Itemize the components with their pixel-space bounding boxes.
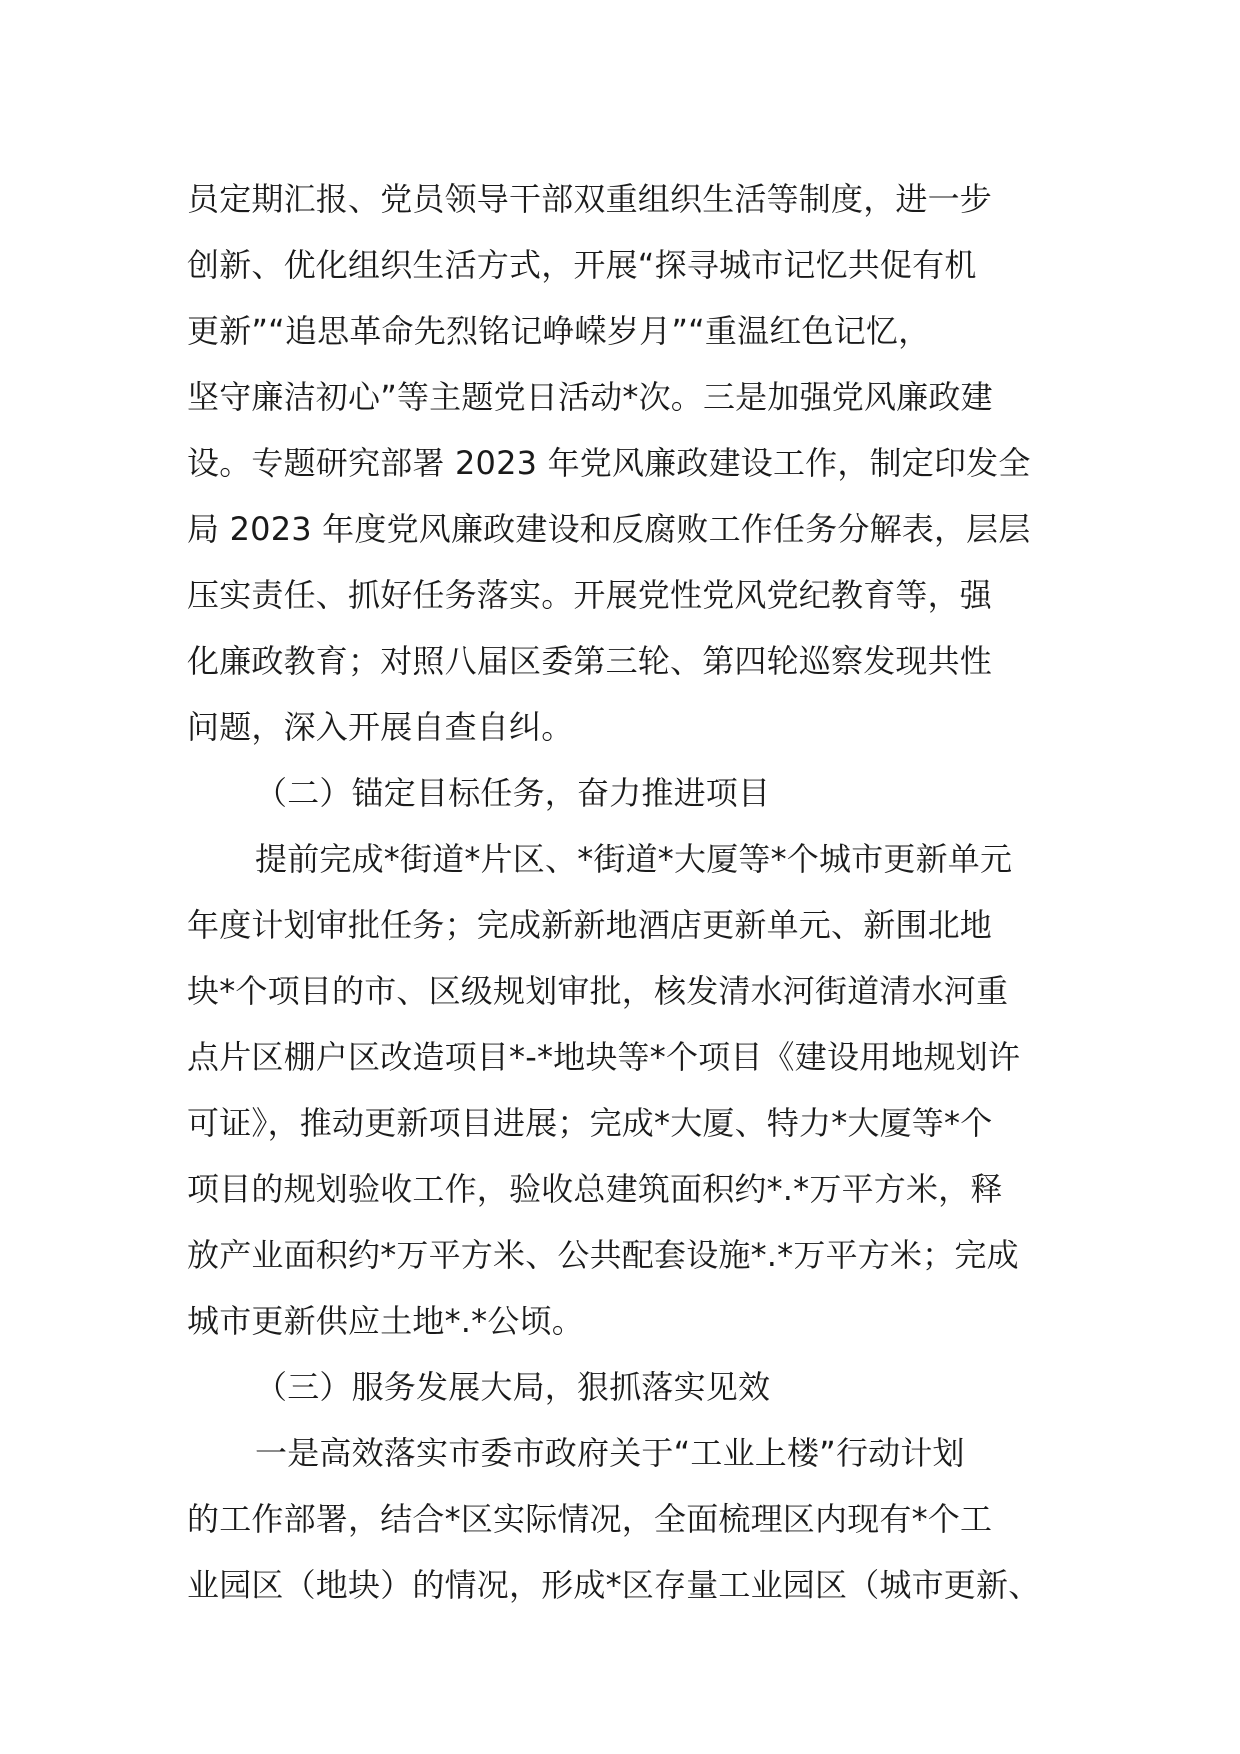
text-line: 项目的规划验收工作，验收总建筑面积约*.*万平方米，释: [187, 1170, 1003, 1208]
text-line: 业园区（地块）的情况，形成*区存量工业园区（城市更新、: [187, 1566, 1041, 1604]
text-line: 放产业面积约*万平方米、公共配套设施*.*万平方米；完成: [187, 1236, 1019, 1274]
section-heading: （二）锚定目标任务，奋力推进项目: [255, 774, 771, 812]
paragraph-start: 提前完成*街道*片区、*街道*大厦等*个城市更新单元: [255, 840, 1013, 878]
text-line: 可证》，推动更新项目进展；完成*大厦、特力*大厦等*个: [187, 1104, 993, 1142]
text-line: 坚守廉洁初心”等主题党日活动*次。三是加强党风廉政建: [187, 378, 993, 416]
text-line: 压实责任、抓好任务落实。开展党性党风党纪教育等，强: [187, 576, 993, 614]
text-line: 更新”“追思革命先烈铭记峥嵘岁月”“重温红色记忆，: [187, 312, 931, 350]
text-line: 年度计划审批任务；完成新新地酒店更新单元、新围北地: [187, 906, 993, 944]
text-line: 设。专题研究部署 2023 年党风廉政建设工作，制定印发全: [187, 444, 1031, 482]
text-line: 化廉政教育；对照八届区委第三轮、第四轮巡察发现共性: [187, 642, 993, 680]
text-line: 的工作部署，结合*区实际情况，全面梳理区内现有*个工: [187, 1500, 993, 1538]
text-line: 点片区棚户区改造项目*-*地块等*个项目《建设用地规划许: [187, 1038, 1021, 1076]
text-line: 创新、优化组织生活方式，开展“探寻城市记忆共促有机: [187, 246, 977, 284]
text-line: 局 2023 年度党风廉政建设和反腐败工作任务分解表，层层: [187, 510, 1031, 548]
text-line: 员定期汇报、党员领导干部双重组织生活等制度，进一步: [187, 180, 993, 218]
text-line: 问题，深入开展自查自纠。: [187, 708, 574, 746]
body-text: [187, 166, 1067, 1618]
text-line: 块*个项目的市、区级规划审批，核发清水河街道清水河重: [187, 972, 1009, 1010]
section-heading: （三）服务发展大局，狠抓落实见效: [255, 1368, 771, 1406]
text-line: 城市更新供应土地*.*公顷。: [187, 1302, 584, 1340]
paragraph-start: 一是高效落实市委市政府关于“工业上楼”行动计划: [255, 1434, 965, 1472]
